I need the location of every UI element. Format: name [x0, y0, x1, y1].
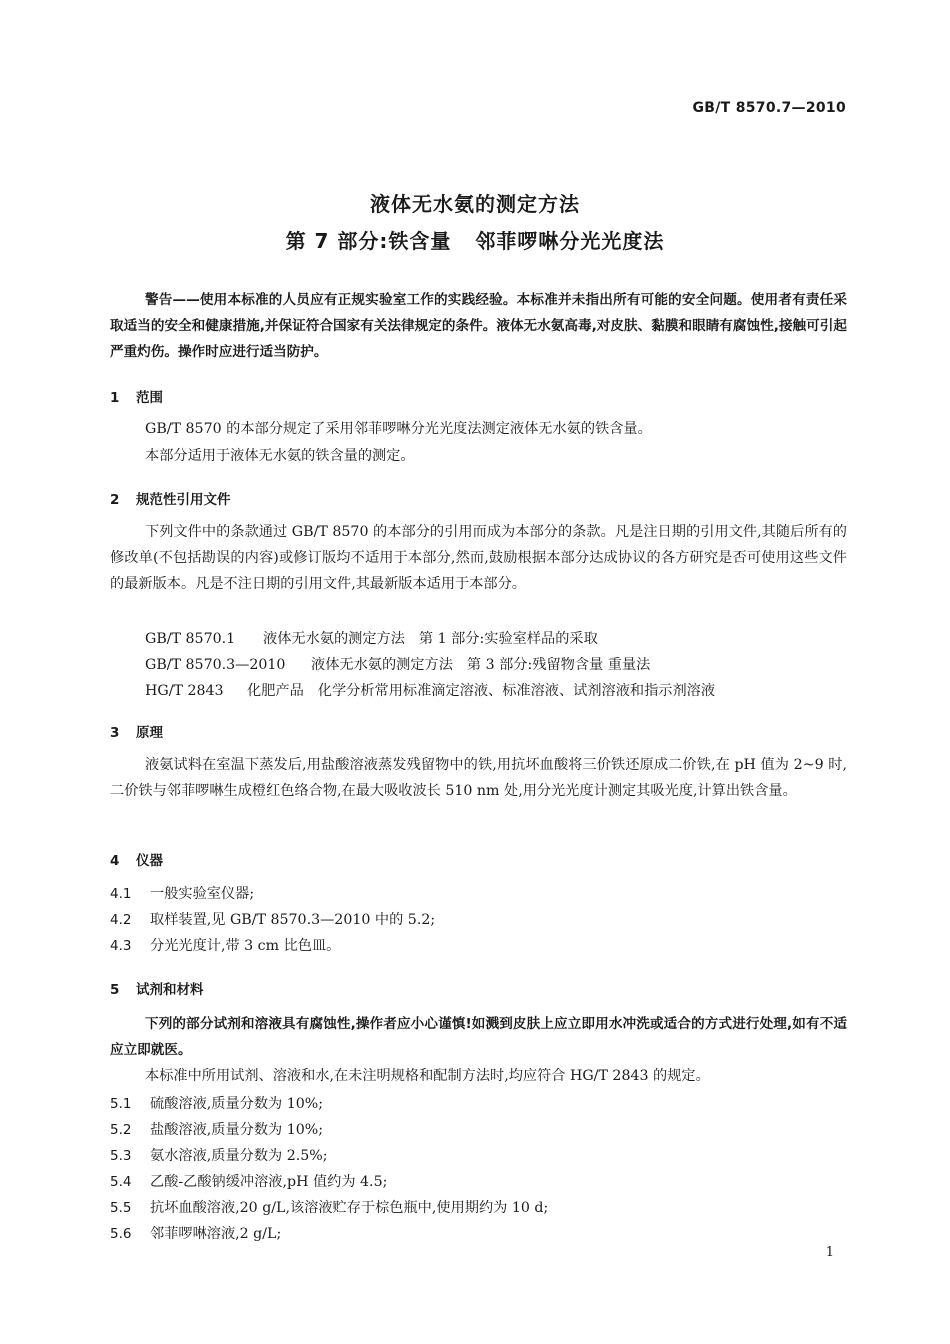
item-number: 4.2 [110, 912, 132, 928]
reagents-warning: 下列的部分试剂和溶液具有腐蚀性,操作者应小心谨慎!如溅到皮肤上应立即用水冲洗或适合的方式进行处理,如有不适应立即就医。 [110, 1016, 847, 1058]
section-title: 范围 [136, 390, 163, 406]
reference-code: GB/T 8570.3—2010 [145, 657, 286, 673]
scope-paragraph-1: GB/T 8570 的本部分规定了采用邻菲啰啉分光光度法测定液体无水氨的铁含量。 [145, 421, 652, 437]
apparatus-item [110, 909, 435, 929]
item-text: 一般实验室仪器; [150, 886, 255, 902]
reference-item [145, 654, 650, 674]
document-title: 液体无水氨的测定方法 [370, 192, 580, 216]
section-title: 原理 [136, 725, 163, 741]
item-text: 取样装置,见 GB/T 8570.3—2010 中的 5.2; [150, 912, 436, 928]
section-title: 规范性引用文件 [136, 492, 231, 508]
document-subtitle [0, 225, 950, 254]
section-number: 1 [110, 390, 120, 406]
reagents-paragraph: 本标准中所用试剂、溶液和水,在未注明规格和配制方法时,均应符合 HG/T 2843 的规定。 [145, 1068, 710, 1084]
reagent-item [110, 1171, 387, 1191]
reference-code: HG/T 2843 [145, 683, 224, 699]
section-heading-references [110, 488, 231, 508]
reference-sub: 第 3 部分:残留物含量 重量法 [466, 657, 651, 673]
item-number: 4.3 [110, 938, 132, 954]
principle-paragraph: 液氨试料在室温下蒸发后,用盐酸溶液蒸发残留物中的铁,用抗坏血酸将三价铁还原成二价铁,在 pH 值为 2~9 时,二价铁与邻菲啰啉生成橙红色络合物,在最大吸收波长 510 nm 处,用分光光度计测定其吸光度,计算出铁含量。 [110, 757, 847, 799]
reagent-item [110, 1223, 281, 1243]
reagent-item [110, 1197, 548, 1217]
item-number: 5.2 [110, 1122, 132, 1138]
apparatus-item [110, 883, 254, 903]
item-number: 5.4 [110, 1174, 132, 1190]
item-number: 5.3 [110, 1148, 132, 1164]
scope-paragraph-2: 本部分适用于液体无水氨的铁含量的测定。 [145, 448, 415, 464]
reference-title: 液体无水氨的测定方法 [311, 657, 453, 673]
reference-sub: 化学分析常用标准滴定溶液、标准溶液、试剂溶液和指示剂溶液 [317, 683, 716, 699]
item-text: 氨水溶液,质量分数为 2.5%; [150, 1148, 328, 1164]
reagent-item [110, 1145, 328, 1165]
references-paragraph: 下列文件中的条款通过 GB/T 8570 的本部分的引用而成为本部分的条款。凡是注日期的引用文件,其随后所有的修改单(不包括勘误的内容)或修订版均不适用于本部分,然而,鼓励根据本部分达成协议的各方研究是否可使用这些文件的最新版本。凡是不注日期的引用文件,其最新版本适用于本部分。 [110, 524, 847, 592]
item-text: 邻菲啰啉溶液,2 g/L; [150, 1226, 282, 1242]
item-number: 5.5 [110, 1200, 132, 1216]
item-text: 硫酸溶液,质量分数为 10%; [150, 1096, 324, 1112]
section-number: 3 [110, 725, 120, 741]
reference-item [145, 680, 715, 700]
section-number: 5 [110, 982, 120, 998]
reagent-item [110, 1093, 323, 1113]
item-text: 乙酸-乙酸钠缓冲溶液,pH 值约为 4.5; [150, 1174, 388, 1190]
section-heading-reagents [110, 978, 204, 998]
section-number: 2 [110, 492, 120, 508]
apparatus-item [110, 935, 340, 955]
section-heading-apparatus [110, 849, 163, 869]
item-number: 5.1 [110, 1096, 132, 1112]
safety-warning: 警告——使用本标准的人员应有正规实验室工作的实践经验。本标准并未指出所有可能的安全问题。使用者有责任采取适当的安全和健康措施,并保证符合国家有关法律规定的条件。液体无水氨高毒,对皮肤、黏膜和眼睛有腐蚀性,接触可引起严重灼伤。操作时应进行适当防护。 [110, 292, 847, 360]
section-title: 仪器 [136, 853, 163, 869]
standard-code: GB/T 8570.7—2010 [692, 100, 846, 116]
reference-code: GB/T 8570.1 [145, 631, 236, 647]
reference-sub: 第 1 部分:实验室样品的采取 [418, 631, 598, 647]
reference-title: 化肥产品 [247, 683, 304, 699]
section-title: 试剂和材料 [136, 982, 204, 998]
page-number: 1 [825, 1245, 834, 1260]
subtitle-method: 邻菲啰啉分光光度法 [475, 229, 665, 253]
section-heading-principle [110, 721, 163, 741]
reference-title: 液体无水氨的测定方法 [263, 631, 405, 647]
reagent-item [110, 1119, 323, 1139]
item-number: 4.1 [110, 886, 132, 902]
subtitle-part: 第 7 部分:铁含量 [285, 229, 452, 253]
item-number: 5.6 [110, 1226, 132, 1242]
reference-item [145, 628, 598, 648]
item-text: 分光光度计,带 3 cm 比色皿。 [150, 938, 341, 954]
section-heading-scope [110, 386, 163, 406]
section-number: 4 [110, 853, 120, 869]
item-text: 抗坏血酸溶液,20 g/L,该溶液贮存于棕色瓶中,使用期约为 10 d; [150, 1200, 549, 1216]
item-text: 盐酸溶液,质量分数为 10%; [150, 1122, 324, 1138]
